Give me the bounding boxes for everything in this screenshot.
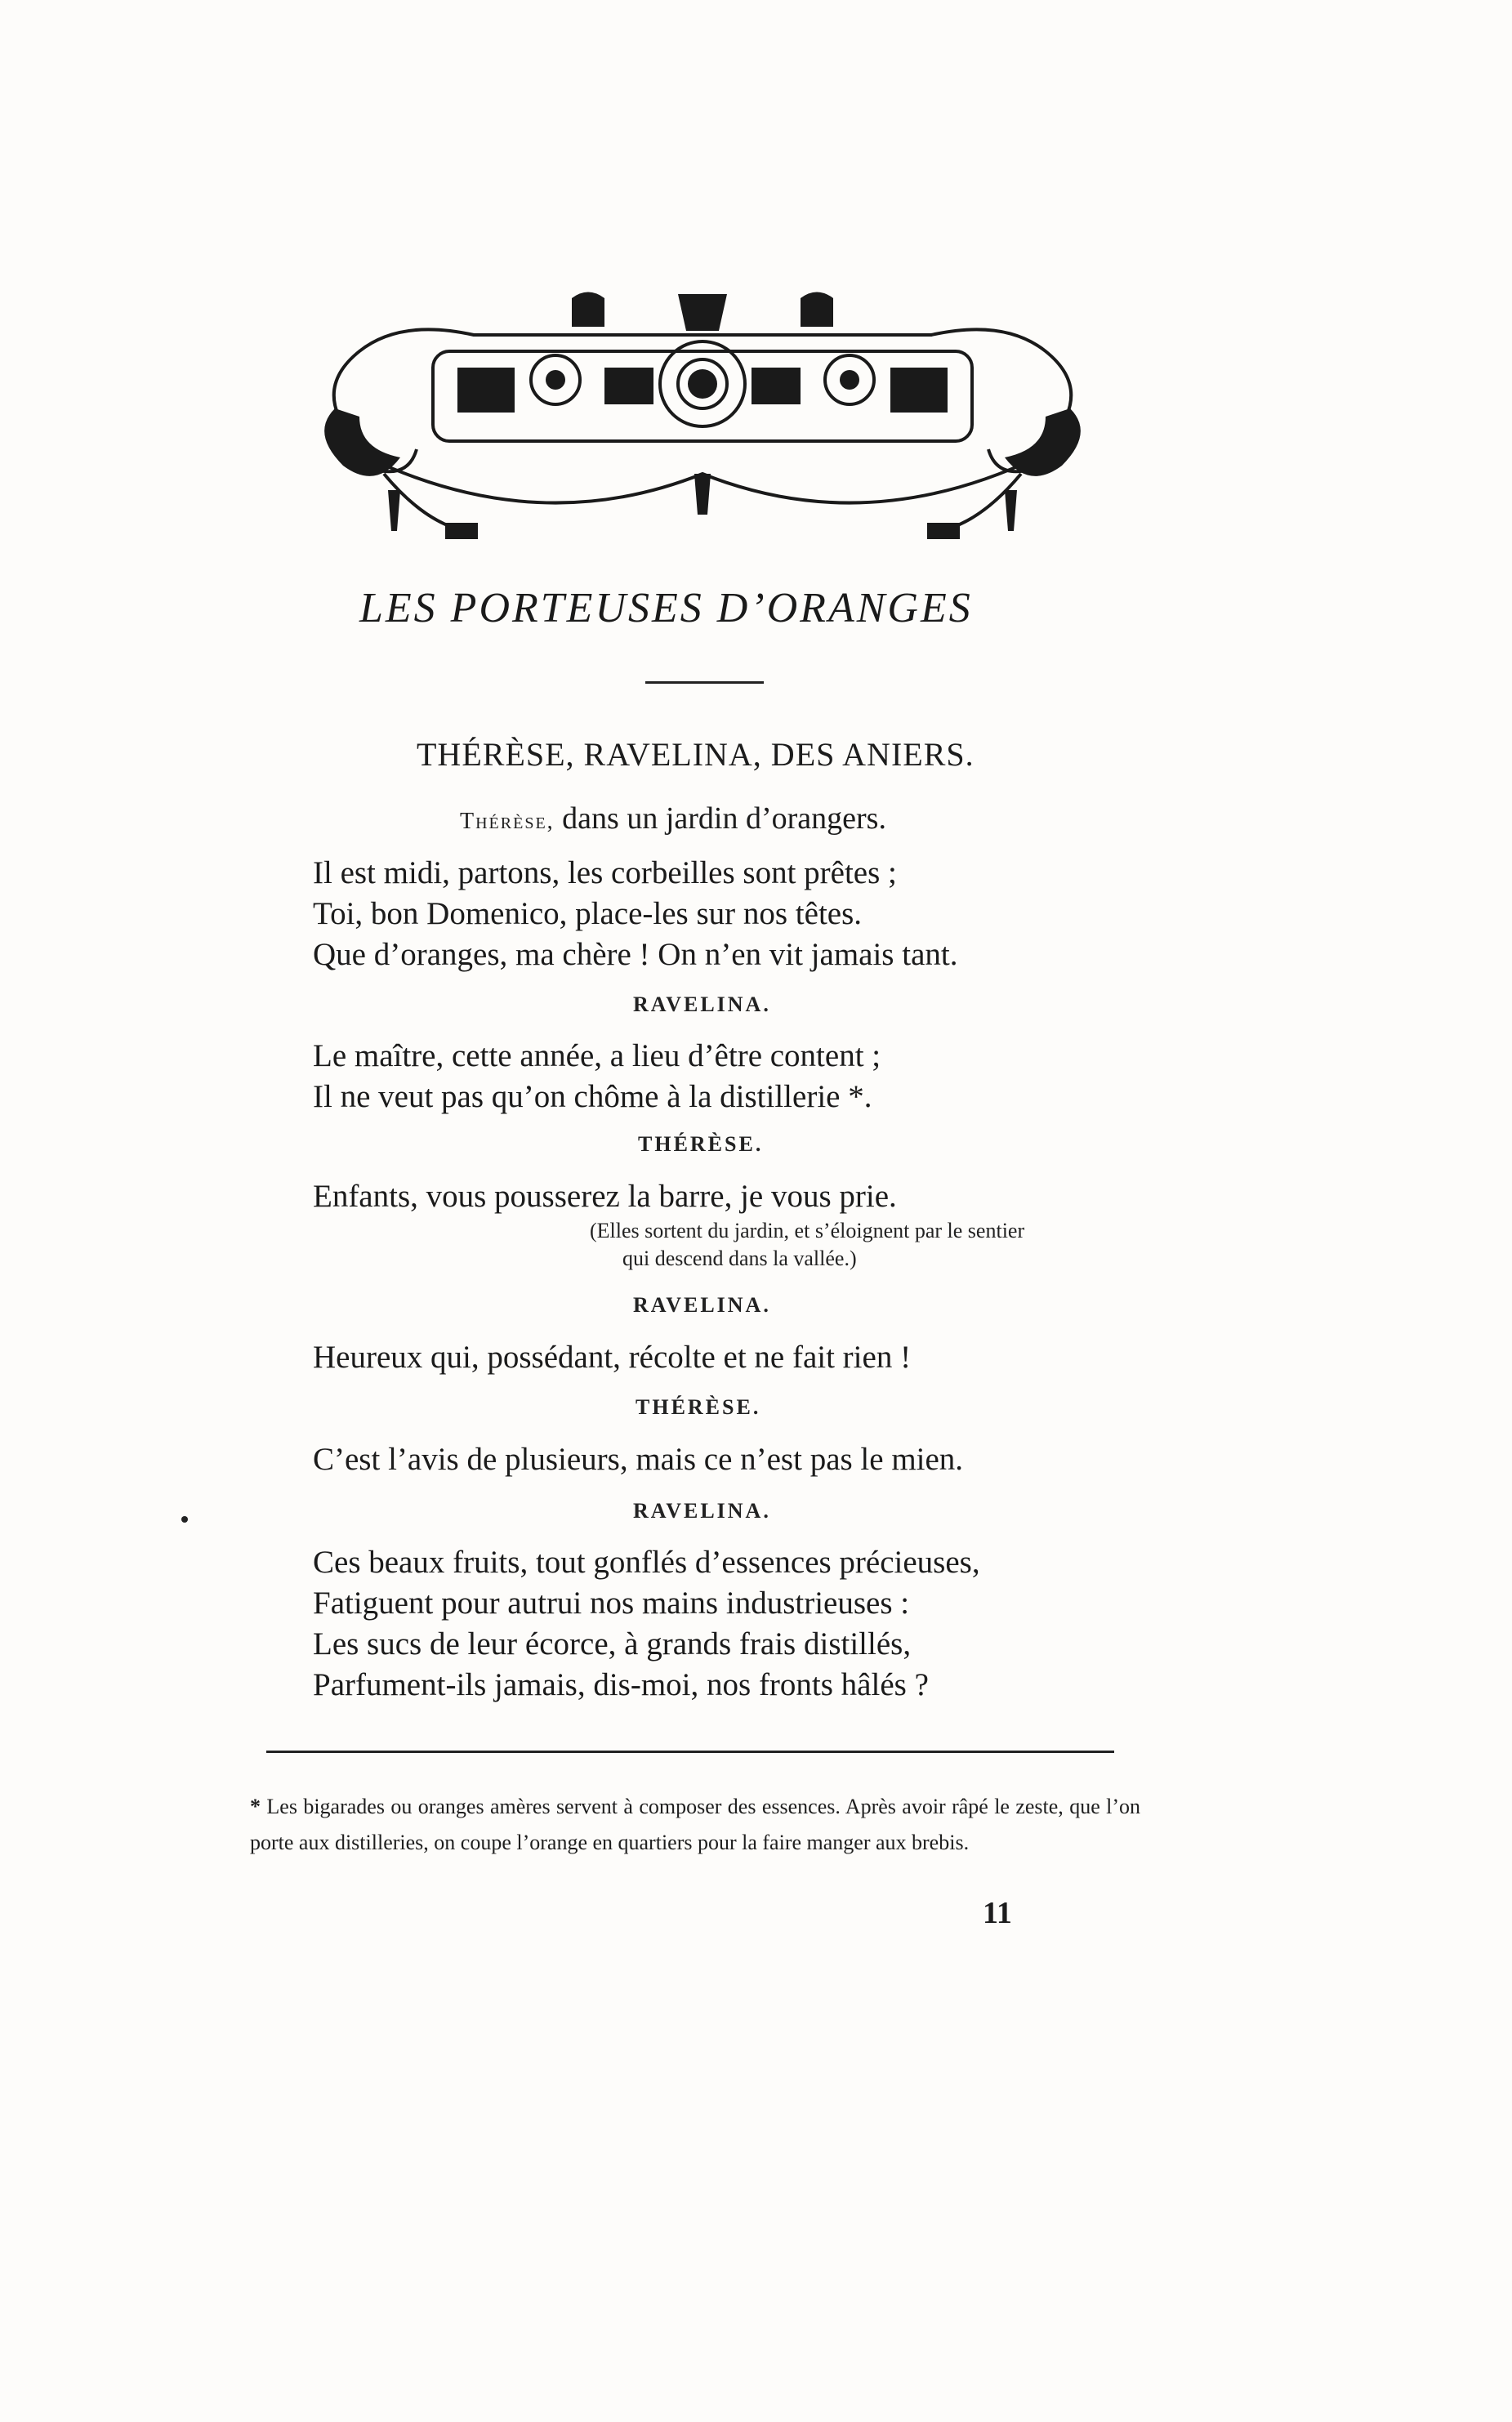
footnote (250, 1789, 1140, 1861)
verse-block-1 (313, 853, 957, 975)
page-number: 11 (983, 1896, 1012, 1930)
headpiece-ornament (310, 286, 1095, 547)
footnote-marker: * (250, 1795, 261, 1818)
play-title: LES PORTEUSES D’ORANGES (359, 585, 973, 631)
cast-list: THÉRÈSE, RAVELINA, DES ANIERS. (417, 736, 975, 773)
stage-direction-line: qui descend dans la vallée.) (622, 1247, 857, 1270)
verse-line: C’est l’avis de plusieurs, mais ce n’est pas le mien. (313, 1442, 964, 1477)
verse-line: Heureux qui, possédant, récolte et ne fait rien ! (313, 1340, 912, 1375)
speaker-name: RAVELINA. (633, 1293, 771, 1317)
verse-line: Le maître, cette année, a lieu d’être content ; (313, 1038, 881, 1073)
verse-line: Ces beaux fruits, tout gonflés d’essences précieuses, (313, 1545, 980, 1580)
verse-line: Les sucs de leur écorce, à grands frais distillés, (313, 1626, 912, 1662)
footnote-rule (266, 1751, 1114, 1753)
verse-block-5 (313, 1439, 963, 1480)
speaker-name: THÉRÈSE. (636, 1395, 761, 1419)
verse-line: Fatiguent pour autrui nos mains industrieuses : (313, 1586, 910, 1621)
stage-direction (590, 1217, 1024, 1273)
scene-heading (460, 801, 886, 836)
scene-speaker: Thérèse, (460, 809, 555, 834)
footnote-text: Les bigarades ou oranges amères servent à composer des essences. Après avoir râpé le zeste, que l’on porte aux distilleries, on coupe l’orange en quartiers pour la faire manger aux brebis. (250, 1795, 1140, 1854)
verse-block-6 (313, 1542, 980, 1706)
verse-line: Il est midi, partons, les corbeilles sont prêtes ; (313, 855, 897, 890)
title-rule (645, 681, 764, 684)
stage-direction-line: (Elles sortent du jardin, et s’éloignent par le sentier (590, 1219, 1025, 1242)
verse-line: Parfument-ils jamais, dis-moi, nos fronts hâlés ? (313, 1667, 929, 1702)
speaker-name: THÉRÈSE. (638, 1132, 764, 1156)
verse-line: Que d’oranges, ma chère ! On n’en vit jamais tant. (313, 937, 958, 972)
verse-line: Il ne veut pas qu’on chôme à la distillerie *. (313, 1079, 872, 1114)
scene-setting: dans un jardin d’orangers. (562, 801, 886, 836)
speaker-name: RAVELINA. (633, 992, 771, 1016)
verse-block-4 (313, 1337, 911, 1378)
verse-line: Toi, bon Domenico, place-les sur nos têtes. (313, 896, 863, 931)
margin-speck (181, 1516, 188, 1523)
verse-line: Enfants, vous pousserez la barre, je vous prie. (313, 1179, 897, 1214)
verse-block-3 (313, 1176, 897, 1217)
verse-block-2 (313, 1036, 881, 1117)
speaker-name: RAVELINA. (633, 1499, 771, 1523)
